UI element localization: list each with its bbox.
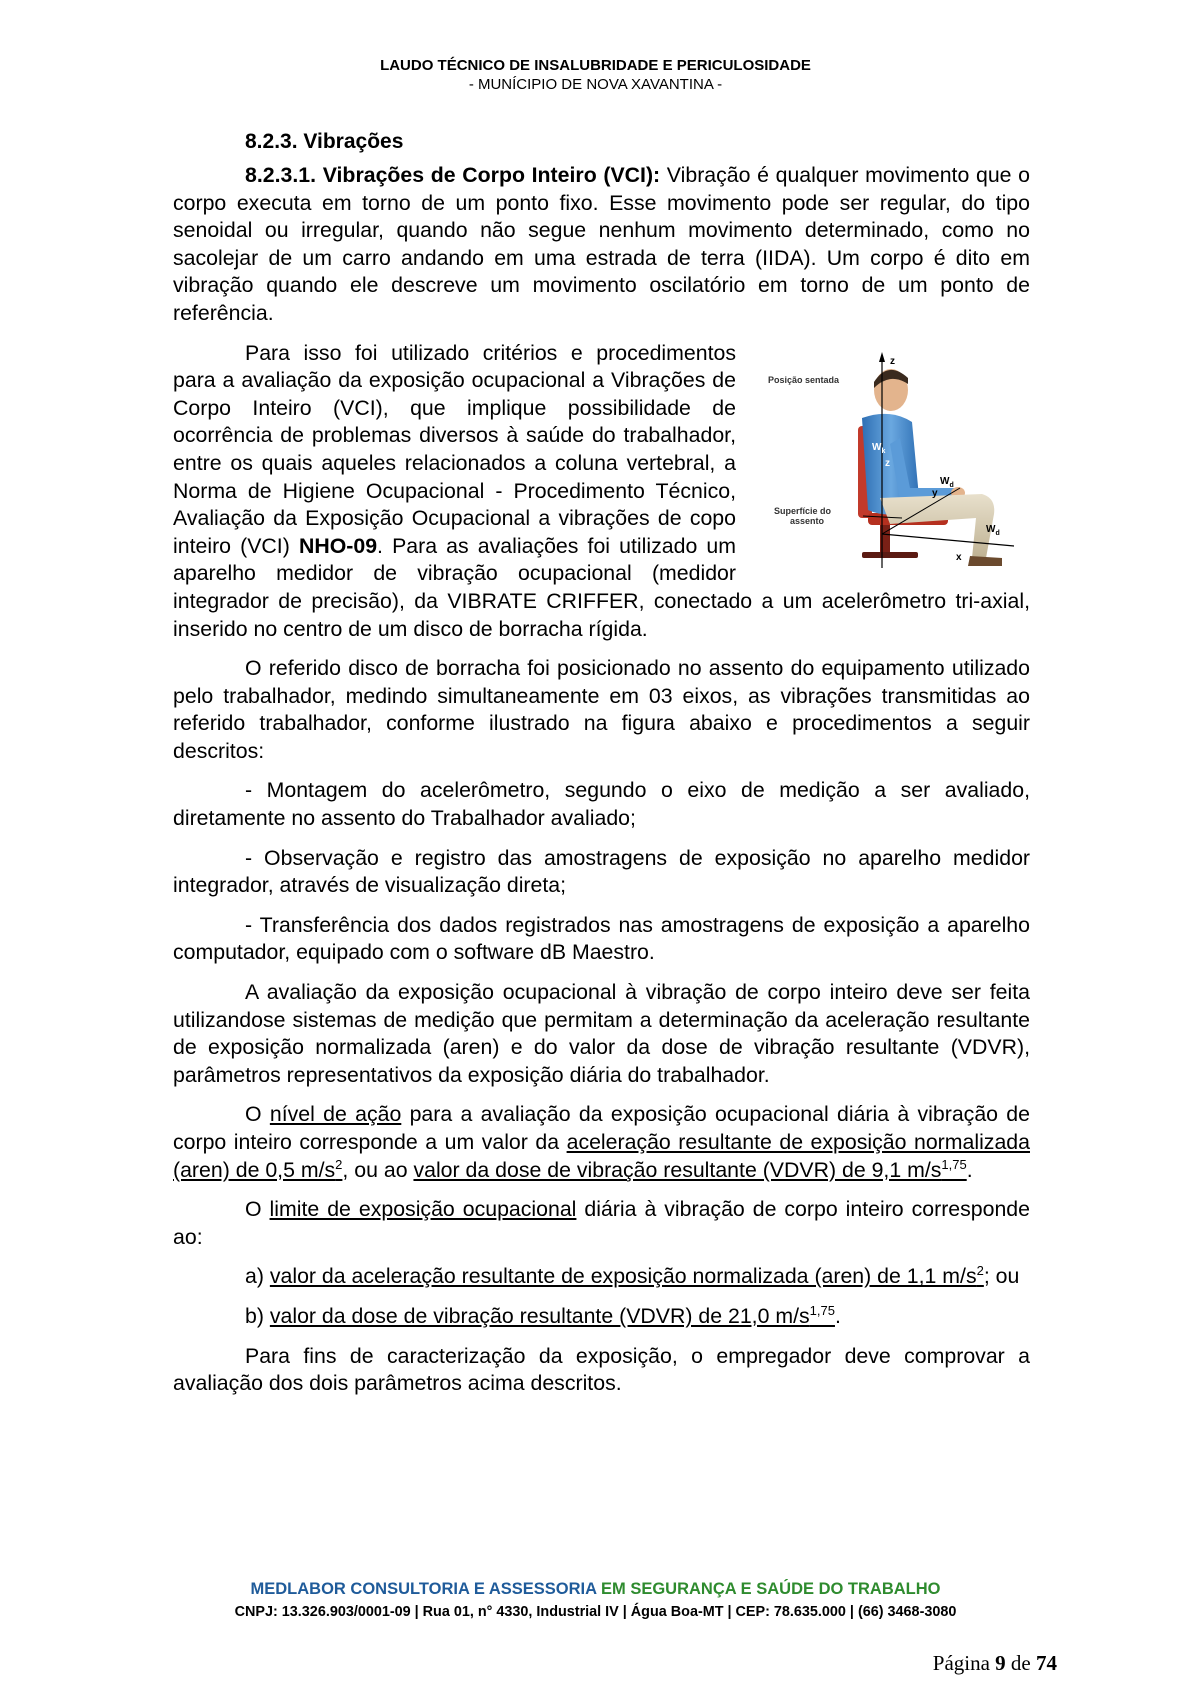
section-heading: 8.2.3. Vibrações: [245, 130, 404, 153]
chair-base: [862, 552, 918, 558]
procedure-step-3: - Transferência dos dados registrados nas amostragens de exposição a aparelho computador, equipado com o software dB Maestro.: [173, 912, 1030, 965]
vdvr-action-value: valor da dose de vibração resultante (VDVR) de 9,1 $m/s^{1,75}$: [413, 1156, 967, 1182]
methodology-text-b: . Para as avaliações foi utilizado um aparelho medidor de vibração ocupacional (medidor integrador de precisão), da VIBRATE CRIFFER, conectado a um acelerômetro tri-axial, inserido no centro de um disco de borracha rígida.: [173, 533, 1030, 641]
axis-arrow-up: [879, 352, 885, 362]
worker-shoe: [968, 556, 1002, 566]
position-label: Posição sentada: [768, 374, 840, 385]
seated-posture-figure: [750, 338, 1030, 568]
axis-x-label: x: [956, 551, 962, 563]
paragraph-methodology: [173, 340, 1030, 644]
paragraph-conclusion: Para fins de caracterização da exposição, o empregador deve comprovar a avaliação dos dois parâmetros acima descritos.: [173, 1343, 1030, 1396]
document-header: [0, 56, 1191, 94]
paragraph-disc-position: O referido disco de borracha foi posicionado no assento do equipamento utilizado pelo trabalhador, medindo simultaneamente em 03 eixos, as vibrações transmitidas ao referido trabalhador, conforme ilustrado na figura abaixo e procedimentos a seguir descritos:: [173, 656, 1030, 763]
limit-item-a: a) valor da aceleração resultante de exposição normalizada (aren) de 1,1 $m/s^2$; ou: [245, 1263, 1020, 1289]
aren-action-value: aceleração resultante de exposição normalizada (aren) de 0,5 $m/s^2$: [173, 1130, 1030, 1182]
paragraph-definition-text: Vibração é qualquer movimento que o corpo executa em torno de um ponto fixo. Esse movimento pode ser regular, do tipo senoidal ou irregular, quando não segue nenhum movimento determinado, como no sacolejar de um carro andando em uma estrada de terra (IIDA). Um corpo é dito em vibração quando ele descreve um movimento oscilatório em torno de um ponto de referência.: [173, 163, 1031, 325]
action-level-term: nível de ação: [269, 1102, 402, 1127]
axis-y-label: y: [932, 487, 938, 499]
paragraph-evaluation: A avaliação da exposição ocupacional à vibração de corpo inteiro deve ser feita utilizandose sistemas de medição que permitam a determinação da aceleração resultante de exposição normalizada (aren) e do valor da dose de vibração resultante (VDVR), parâmetros representativos da exposição diária do trabalhador.: [173, 980, 1030, 1087]
report-subtitle: - MUNÍCIPIO DE NOVA XAVANTINA -: [468, 76, 723, 93]
subsection-heading: 8.2.3.1. Vibrações de Corpo Inteiro (VCI):: [245, 163, 661, 187]
axis-wd2-label: $W_d$: [986, 523, 1000, 537]
paragraph-action-level: O nível de ação para a avaliação da exposição ocupacional diária à vibração de corpo inteiro corresponde a um valor da aceleração resultante de exposição normalizada (aren) de 0,5 $m/s^2$, ou ao valor da dose de vibração resultante (VDVR) de 9,1 $m/s^{1,75}$.: [173, 1102, 1030, 1182]
axis-z-mid-label: z: [885, 457, 890, 469]
report-title: LAUDO TÉCNICO DE INSALUBRIDADE E PERICULOSIDADE: [380, 57, 811, 74]
axis-z-top-label: z: [890, 355, 895, 367]
seat-surface-label-1: Superfície do: [774, 505, 832, 516]
footer-company-tagline: EM SEGURANÇA E SAÚDE DO TRABALHO: [596, 1580, 941, 1598]
paragraph-definition: [173, 162, 1030, 328]
procedure-step-1: - Montagem do acelerômetro, segundo o eixo de medição a ser avaliado, diretamente no assento do Trabalhador avaliado;: [173, 778, 1030, 831]
footer-address: CNPJ: 13.326.903/0001-09 | Rua 01, n° 4330, Industrial IV | Água Boa-MT | CEP: 78.635.000 | (66) 3468-3080: [234, 1604, 957, 1620]
worker-legs: [880, 494, 994, 558]
worker-arm: [890, 438, 954, 500]
axis-wk-label: $W_k$: [872, 441, 886, 455]
limit-item-b: b) valor da dose de vibração resultante (VDVR) de 21,0 $m/s^{1,75}$.: [245, 1302, 841, 1328]
paragraph-exposure-limit: O limite de exposição ocupacional diária à vibração de corpo inteiro corresponde ao:: [173, 1197, 1030, 1249]
seat-surface-label-2: assento: [790, 515, 825, 526]
vdvr-limit-value: valor da dose de vibração resultante (VDVR) de 21,0 $m/s^{1,75}$: [269, 1302, 835, 1328]
exposure-limit-term: limite de exposição ocupacional: [269, 1197, 577, 1222]
procedure-step-2: - Observação e registro das amostragens de exposição no aparelho medidor integrador, através de visualização direta;: [173, 845, 1030, 898]
horizontal-axis-line: [882, 534, 1014, 546]
page-number: Página 9 de 74: [932, 1651, 1057, 1675]
methodology-text-a: Para isso foi utilizado critérios e procedimentos para a avaliação da exposição ocupacional a Vibrações de Corpo Inteiro (VCI), que implique possibilidade de ocorrência de problemas diversos à saúde do trabalhador, entre os quais aqueles relacionados a coluna vertebral, a Norma de Higiene Ocupacional - Procedimento Técnico, Avaliação da Exposição Ocupacional a vibrações de copo inteiro (VCI): [173, 340, 736, 558]
axis-wd1-label: $W_d$: [940, 475, 954, 489]
document-body: [173, 128, 1030, 1410]
seated-worker-illustration: [750, 338, 1030, 568]
standard-code: NHO-09: [298, 533, 378, 558]
aren-limit-value: valor da aceleração resultante de exposição normalizada (aren) de 1,1 $m/s^2$: [269, 1263, 984, 1289]
footer-company-name: MEDLABOR CONSULTORIA E ASSESSORIA: [250, 1580, 597, 1598]
footer-company: [0, 1579, 1191, 1599]
